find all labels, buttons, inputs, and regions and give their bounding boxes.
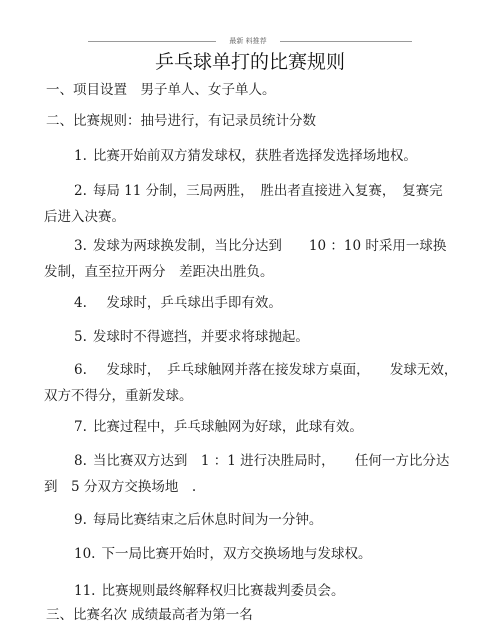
rule-text: 比赛过程中，乒乓球触网为好球，此球有效。 bbox=[92, 419, 363, 435]
page-header bbox=[88, 36, 412, 46]
rule-number: 1. bbox=[74, 148, 87, 164]
rule-text: 每局比赛结束之后休息时间为一分钟。 bbox=[92, 512, 323, 528]
rule-text: 当比赛双方达到 1 ：1 进行决胜局时， 任何一方比分达到 5 分双方交换场地 . bbox=[44, 453, 450, 495]
document-title: 乒乓球单打的比赛规则 bbox=[154, 51, 345, 73]
rule-number: 5. bbox=[74, 329, 87, 345]
rule-1 bbox=[44, 143, 454, 169]
rule-text: 发球为两球换发制，当比分达到 10 ：10 时采用一球换发制，直至拉开两分 差距决出胜负。 bbox=[44, 238, 447, 280]
rule-2 bbox=[44, 178, 454, 230]
rule-4 bbox=[44, 290, 454, 316]
rule-6 bbox=[44, 357, 465, 409]
section-3-heading: 三、比赛名次 成绩最高者为第一名 bbox=[46, 607, 253, 623]
rule-text: 发球时，乒乓球出手即有效。 bbox=[92, 295, 282, 311]
rule-9 bbox=[44, 507, 454, 533]
rule-number: 8. bbox=[74, 453, 87, 469]
rule-text: 比赛规则最终解释权归比赛裁判委员会。 bbox=[101, 583, 345, 599]
header-tag: 最新 料推荐 bbox=[229, 37, 267, 45]
rule-text: 发球时不得遮挡，并要求将球抛起。 bbox=[92, 329, 309, 345]
rule-number: 11. bbox=[74, 583, 96, 599]
rule-10 bbox=[44, 541, 454, 567]
rule-3 bbox=[44, 233, 454, 285]
rule-5 bbox=[44, 324, 454, 350]
rule-text: 下一局比赛开始时，双方交换场地与发球权。 bbox=[101, 546, 372, 562]
header-divider-right bbox=[280, 41, 412, 42]
rule-11 bbox=[44, 578, 454, 604]
rule-number: 10. bbox=[74, 546, 96, 562]
rule-number: 9. bbox=[74, 512, 87, 528]
rule-text: 每局 11 分制，三局两胜， 胜出者直接进入复赛， 复赛完后进入决赛。 bbox=[44, 183, 443, 225]
rule-number: 6. bbox=[74, 362, 87, 378]
rule-number: 7. bbox=[74, 419, 87, 435]
rule-7 bbox=[44, 414, 454, 440]
rule-number: 2. bbox=[74, 183, 87, 199]
section-2-heading: 二、比赛规则：抽号进行，有记录员统计分数 bbox=[46, 113, 316, 129]
rule-text: 发球时， 乒乓球触网并落在接发球方桌面， 发球无效， 双方不得分，重新发球。 bbox=[44, 362, 465, 404]
rule-number: 3. bbox=[74, 238, 87, 254]
rule-8 bbox=[44, 448, 454, 500]
rule-number: 4. bbox=[74, 295, 87, 311]
section-1-heading: 一、项目设置 男子单人、女子单人。 bbox=[46, 82, 276, 98]
header-divider-left bbox=[88, 41, 216, 42]
rule-text: 比赛开始前双方猜发球权，获胜者选择发选择场地权。 bbox=[92, 148, 417, 164]
